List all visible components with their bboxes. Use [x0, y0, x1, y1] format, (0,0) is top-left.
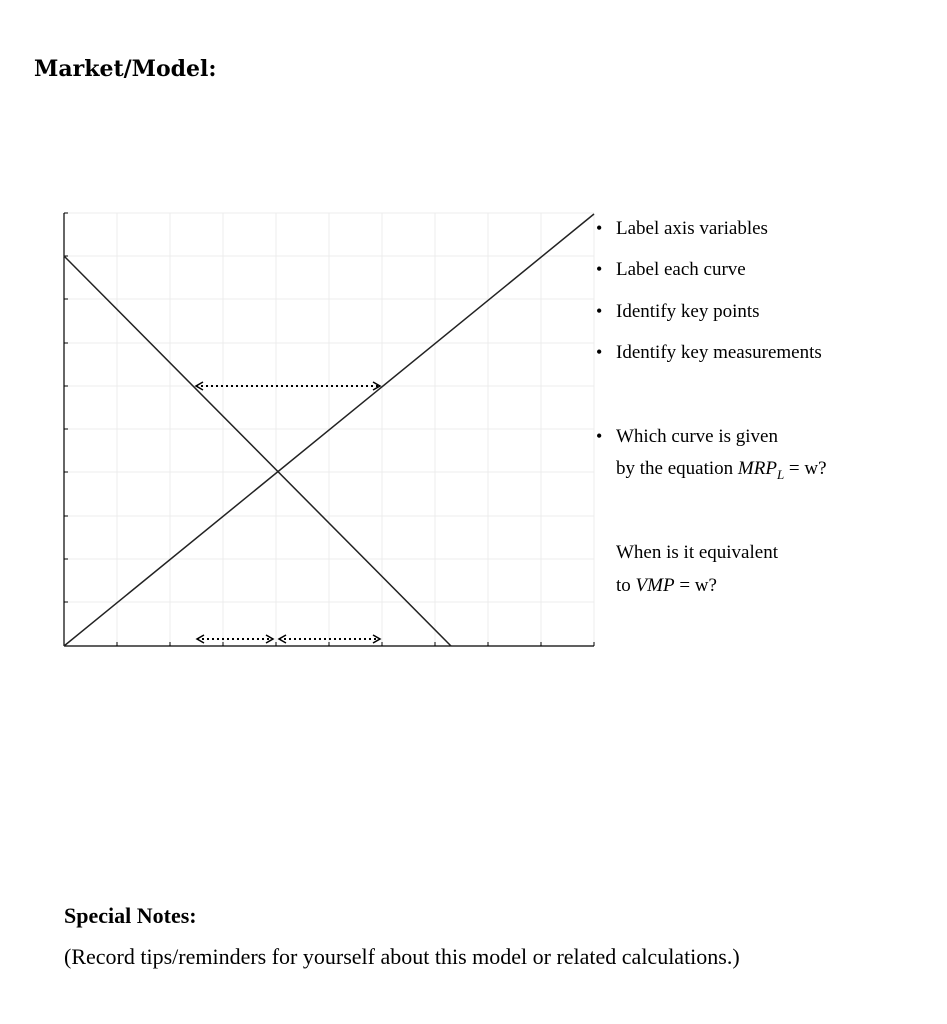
bullet-item — [596, 338, 822, 367]
downward-sloping-curve — [64, 256, 451, 646]
question-1-suffix: = w? — [784, 458, 827, 479]
bullet-text: Identify key measurements — [616, 342, 822, 363]
bullet-item — [596, 214, 768, 243]
bullet-item — [596, 255, 746, 284]
question-2-prefix: to — [616, 575, 636, 596]
question-1-line-2 — [616, 452, 827, 491]
question-1-line-1: Which curve is given — [616, 426, 778, 447]
bullet-icon: • — [596, 259, 603, 279]
special-notes-heading: Special Notes: — [64, 903, 197, 928]
question-2-suffix: = w? — [674, 575, 717, 596]
bullet-icon: • — [596, 342, 603, 362]
bullet-item — [596, 297, 760, 326]
special-notes-body: (Record tips/reminders for yourself about this model or related calculations.) — [64, 944, 740, 969]
page-title: Market/Model: — [34, 56, 217, 82]
bullet-text: Label axis variables — [616, 218, 768, 239]
bullet-text: Label each curve — [616, 259, 746, 280]
vmp-symbol: VMP — [635, 575, 675, 596]
bullet-text: Identify key points — [616, 301, 760, 322]
question-1-bullet — [596, 422, 778, 451]
question-1-prefix: by the equation — [616, 458, 738, 479]
mrp-subscript: L — [776, 466, 785, 482]
bullet-icon: • — [596, 426, 603, 446]
question-2-line-2 — [616, 569, 717, 602]
mrp-symbol: MRP — [737, 458, 777, 479]
bullet-icon: • — [596, 218, 603, 238]
question-2-line-1: When is it equivalent — [616, 542, 778, 563]
bullet-icon: • — [596, 301, 603, 321]
